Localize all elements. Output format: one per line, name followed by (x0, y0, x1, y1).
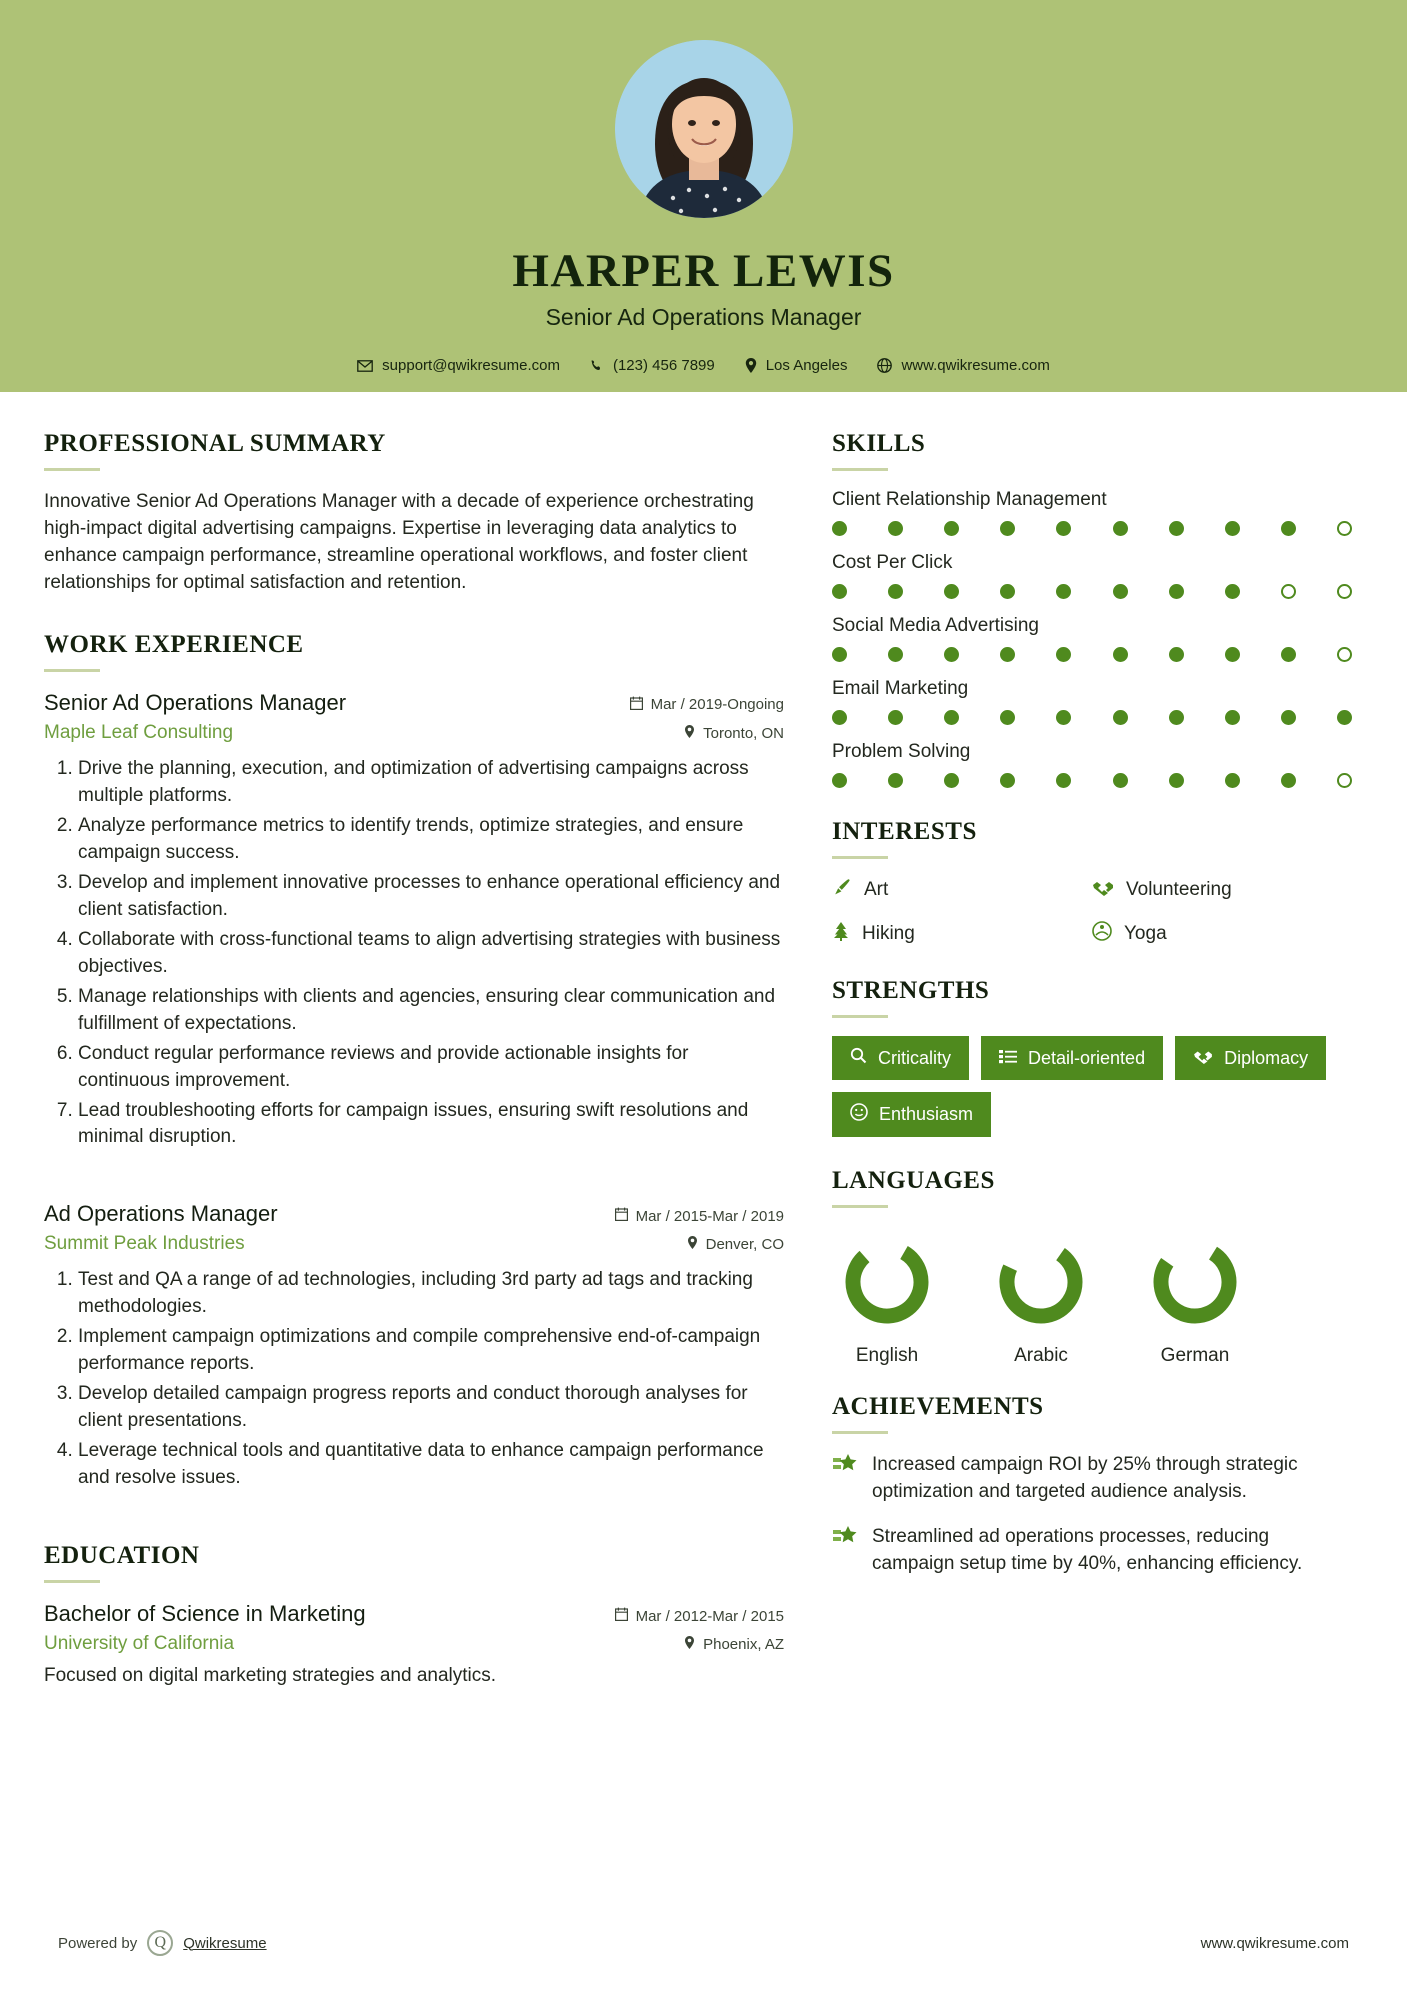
section-title-interests: INTERESTS (832, 818, 977, 845)
contact-website-text: www.qwikresume.com (901, 357, 1050, 374)
rating-dot (944, 521, 959, 536)
strengths-list (832, 1036, 1352, 1137)
list-icon (999, 1048, 1017, 1069)
duty-item: 3. Develop and implement innovative processes to enhance operational efficiency and client satisfaction. (78, 870, 784, 924)
rating-dot (832, 521, 847, 536)
rating-dot (1337, 647, 1352, 662)
interest-item (1092, 921, 1352, 947)
rating-dot (832, 584, 847, 599)
rating-dot (1337, 521, 1352, 536)
rating-dot (1225, 584, 1240, 599)
language-progress-ring (841, 1236, 933, 1328)
calendar-icon (615, 1207, 628, 1225)
divider (44, 1580, 100, 1583)
job-location-text: Toronto, ON (703, 724, 784, 742)
mail-icon (357, 360, 373, 372)
rating-dot (1056, 710, 1071, 725)
duty-item: 2. Implement campaign optimizations and compile comprehensive end-of-campaign performance reports. (78, 1324, 784, 1378)
language-label: Arabic (1014, 1345, 1068, 1366)
rating-dot (1000, 584, 1015, 599)
achievement-text: Increased campaign ROI by 25% through strategic optimization and targeted audience analysis. (872, 1454, 1298, 1502)
strength-label: Diplomacy (1224, 1047, 1309, 1068)
rating-dot (1056, 521, 1071, 536)
rating-dot (1113, 773, 1128, 788)
skill-rating (832, 521, 1352, 536)
rating-dot (1113, 521, 1128, 536)
smile-icon (850, 1103, 868, 1126)
education-description: Focused on digital marketing strategies and analytics. (44, 1665, 497, 1687)
language-item (832, 1236, 942, 1367)
strength-label: Detail-oriented (1028, 1047, 1146, 1068)
language-progress-ring (995, 1236, 1087, 1328)
skill-rating (832, 710, 1352, 725)
calendar-icon (615, 1607, 628, 1625)
language-item (1140, 1236, 1250, 1367)
divider (832, 1431, 888, 1434)
paintbrush-icon (832, 877, 852, 903)
candidate-name: HARPER LEWIS (512, 245, 895, 297)
right-column (832, 430, 1352, 1697)
rating-dot (1225, 521, 1240, 536)
rating-dot (1169, 710, 1184, 725)
rating-dot (944, 710, 959, 725)
rating-dot (1169, 584, 1184, 599)
divider (832, 1015, 888, 1018)
company-name: Maple Leaf Consulting (44, 721, 234, 743)
rating-dot (832, 710, 847, 725)
rating-dot (1169, 521, 1184, 536)
rating-dot (1000, 773, 1015, 788)
rating-dot (888, 584, 903, 599)
resume-body (0, 392, 1407, 1697)
language-label: English (855, 1345, 919, 1366)
divider (832, 468, 888, 471)
globe-icon (877, 358, 892, 373)
contact-location-text: Los Angeles (765, 357, 848, 374)
location-pin-icon (687, 1236, 698, 1253)
duty-item: 1. Test and QA a range of ad technologies, including 3rd party ad tags and tracking methodologies. (78, 1267, 784, 1321)
skill-rating (832, 773, 1352, 788)
school-name: University of California (44, 1633, 235, 1655)
rating-dot (1113, 647, 1128, 662)
interest-item (832, 877, 1092, 903)
rating-dot (1056, 584, 1071, 599)
duty-item: 6. Conduct regular performance reviews and provide actionable insights for continuous improvement. (78, 1041, 784, 1095)
company-name: Summit Peak Industries (44, 1233, 245, 1255)
interest-label: Art (864, 879, 889, 900)
contact-phone-text: (123) 456 7899 (612, 357, 715, 374)
contact-email[interactable] (347, 357, 570, 374)
handshake-icon (1092, 878, 1114, 902)
strength-chip-enthusiasm (832, 1092, 991, 1137)
rating-dot (1281, 773, 1296, 788)
contact-email-text: support@qwikresume.com (382, 357, 560, 374)
location-pin-icon (745, 358, 757, 373)
job-location (684, 725, 784, 742)
divider (832, 856, 888, 859)
education-entry (44, 1601, 784, 1687)
skill-item (832, 678, 1352, 725)
calendar-icon (630, 696, 643, 714)
avatar-photo (615, 40, 793, 218)
languages-row (832, 1226, 1352, 1367)
duty-item: 3. Develop detailed campaign progress reports and conduct thorough analyses for client presentations. (78, 1381, 784, 1435)
powered-by (58, 1930, 267, 1956)
duty-item: 2. Analyze performance metrics to identify trends, optimize strategies, and ensure campaign success. (78, 813, 784, 867)
interests-grid (832, 877, 1352, 947)
badge-star-icon (832, 1524, 858, 1578)
location-pin-icon (684, 725, 695, 742)
skill-rating (832, 584, 1352, 599)
page-footer (0, 1930, 1407, 1956)
rating-dot (944, 773, 959, 788)
achievement-item (832, 1452, 1352, 1506)
rating-dot (888, 521, 903, 536)
language-item (986, 1236, 1096, 1367)
location-pin-icon (684, 1636, 695, 1653)
job-title: Ad Operations Manager (44, 1201, 278, 1227)
qwikresume-logo-icon: Q (147, 1930, 173, 1956)
job-title: Senior Ad Operations Manager (44, 689, 347, 715)
rating-dot (1000, 710, 1015, 725)
section-title-skills: SKILLS (832, 430, 926, 457)
achievement-item (832, 1524, 1352, 1578)
skill-rating (832, 647, 1352, 662)
summary-text: Innovative Senior Ad Operations Manager with a decade of experience orchestrating high-impact digital advertising campaigns. Expertise in leveraging data analytics to enhance campaign performance, streamline operational workflows, and foster client relationships for optimal satisfaction and retention. (44, 491, 754, 593)
rating-dot (888, 710, 903, 725)
rating-dot (1337, 710, 1352, 725)
language-progress-ring (1149, 1236, 1241, 1328)
strength-chip-diplomacy (1175, 1036, 1326, 1080)
duty-item: 5. Manage relationships with clients and agencies, ensuring clear communication and fulfillment of expectations. (78, 984, 784, 1038)
rating-dot (1000, 521, 1015, 536)
interest-label: Hiking (862, 923, 915, 944)
contact-location (735, 357, 858, 374)
rating-dot (832, 773, 847, 788)
job-location-text: Denver, CO (705, 1236, 784, 1254)
phone-icon (590, 359, 604, 373)
duty-item: 1. Drive the planning, execution, and optimization of advertising campaigns across multiple platforms. (78, 756, 784, 810)
job-dates-text: Mar / 2015-Mar / 2019 (635, 1207, 784, 1225)
footer-website[interactable]: www.qwikresume.com (1200, 1934, 1349, 1952)
rating-dot (944, 647, 959, 662)
section-title-strengths: STRENGTHS (832, 977, 990, 1004)
handshake-icon (1193, 1048, 1213, 1069)
section-title-languages: LANGUAGES (832, 1167, 995, 1194)
work-entry (44, 690, 784, 1152)
rating-dot (1056, 773, 1071, 788)
rating-dot (1281, 584, 1296, 599)
job-dates (615, 1207, 784, 1225)
rating-dot (1225, 647, 1240, 662)
strength-chip-criticality (832, 1036, 969, 1080)
contact-website[interactable] (867, 357, 1059, 374)
badge-star-icon (832, 1452, 858, 1506)
section-title-work: WORK EXPERIENCE (44, 630, 304, 658)
rating-dot (1113, 710, 1128, 725)
candidate-role: Senior Ad Operations Manager (545, 304, 862, 330)
tree-icon (832, 921, 850, 947)
skill-item (832, 741, 1352, 788)
divider (44, 468, 100, 471)
rating-dot (1113, 584, 1128, 599)
qwikresume-brand[interactable]: Qwikresume (183, 1934, 267, 1952)
rating-dot (1337, 584, 1352, 599)
rating-dot (944, 584, 959, 599)
education-dates-text: Mar / 2012-Mar / 2015 (635, 1607, 784, 1625)
rating-dot (1056, 647, 1071, 662)
duty-item: 4. Leverage technical tools and quantitative data to enhance campaign performance and resolve issues. (78, 1438, 784, 1492)
duty-item: 7. Lead troubleshooting efforts for campaign issues, ensuring swift resolutions and minimal disruption. (78, 1098, 784, 1152)
strength-label: Criticality (878, 1047, 952, 1068)
strength-label: Enthusiasm (879, 1104, 974, 1124)
interest-label: Yoga (1124, 923, 1167, 944)
achievement-text: Streamlined ad operations processes, reducing campaign setup time by 40%, enhancing efficiency. (872, 1525, 1303, 1574)
skill-item (832, 489, 1352, 536)
rating-dot (832, 647, 847, 662)
language-label: German (1160, 1345, 1230, 1366)
interest-item (1092, 877, 1352, 903)
job-dates-text: Mar / 2019-Ongoing (650, 696, 784, 714)
rating-dot (1281, 710, 1296, 725)
job-duties (44, 756, 784, 1152)
rating-dot (888, 647, 903, 662)
degree-title: Bachelor of Science in Marketing (44, 1601, 366, 1627)
skill-label: Problem Solving (832, 741, 971, 762)
rating-dot (888, 773, 903, 788)
skill-label: Client Relationship Management (832, 489, 1107, 510)
education-location-text: Phoenix, AZ (703, 1636, 784, 1654)
contact-bar (0, 357, 1407, 374)
rating-dot (1281, 521, 1296, 536)
divider (832, 1205, 888, 1208)
interest-item (832, 921, 1092, 947)
interest-label: Volunteering (1126, 879, 1232, 900)
education-location (684, 1636, 784, 1653)
resume-header (0, 0, 1407, 392)
skill-label: Social Media Advertising (832, 615, 1039, 636)
rating-dot (1169, 773, 1184, 788)
work-entry (44, 1201, 784, 1492)
contact-phone[interactable] (580, 357, 725, 374)
rating-dot (1225, 710, 1240, 725)
yoga-icon (1092, 921, 1112, 947)
skill-label: Email Marketing (832, 678, 969, 699)
section-title-achievements: ACHIEVEMENTS (832, 1393, 1044, 1420)
powered-by-label: Powered by (58, 1934, 138, 1952)
rating-dot (1337, 773, 1352, 788)
job-dates (630, 696, 784, 714)
strength-chip-detail-oriented (981, 1036, 1163, 1080)
left-column (44, 430, 784, 1697)
rating-dot (1169, 647, 1184, 662)
duty-item: 4. Collaborate with cross-functional teams to align advertising strategies with business objectives. (78, 927, 784, 981)
rating-dot (1281, 647, 1296, 662)
rating-dot (1225, 773, 1240, 788)
section-title-education: EDUCATION (44, 1542, 200, 1570)
section-title-summary: PROFESSIONAL SUMMARY (44, 430, 386, 457)
rating-dot (1000, 647, 1015, 662)
divider (44, 669, 100, 672)
skill-label: Cost Per Click (832, 552, 953, 573)
search-icon (850, 1047, 867, 1069)
job-location (687, 1236, 784, 1253)
job-duties (44, 1267, 784, 1492)
avatar (615, 40, 793, 218)
education-dates (615, 1607, 784, 1625)
skill-item (832, 552, 1352, 599)
skill-item (832, 615, 1352, 662)
